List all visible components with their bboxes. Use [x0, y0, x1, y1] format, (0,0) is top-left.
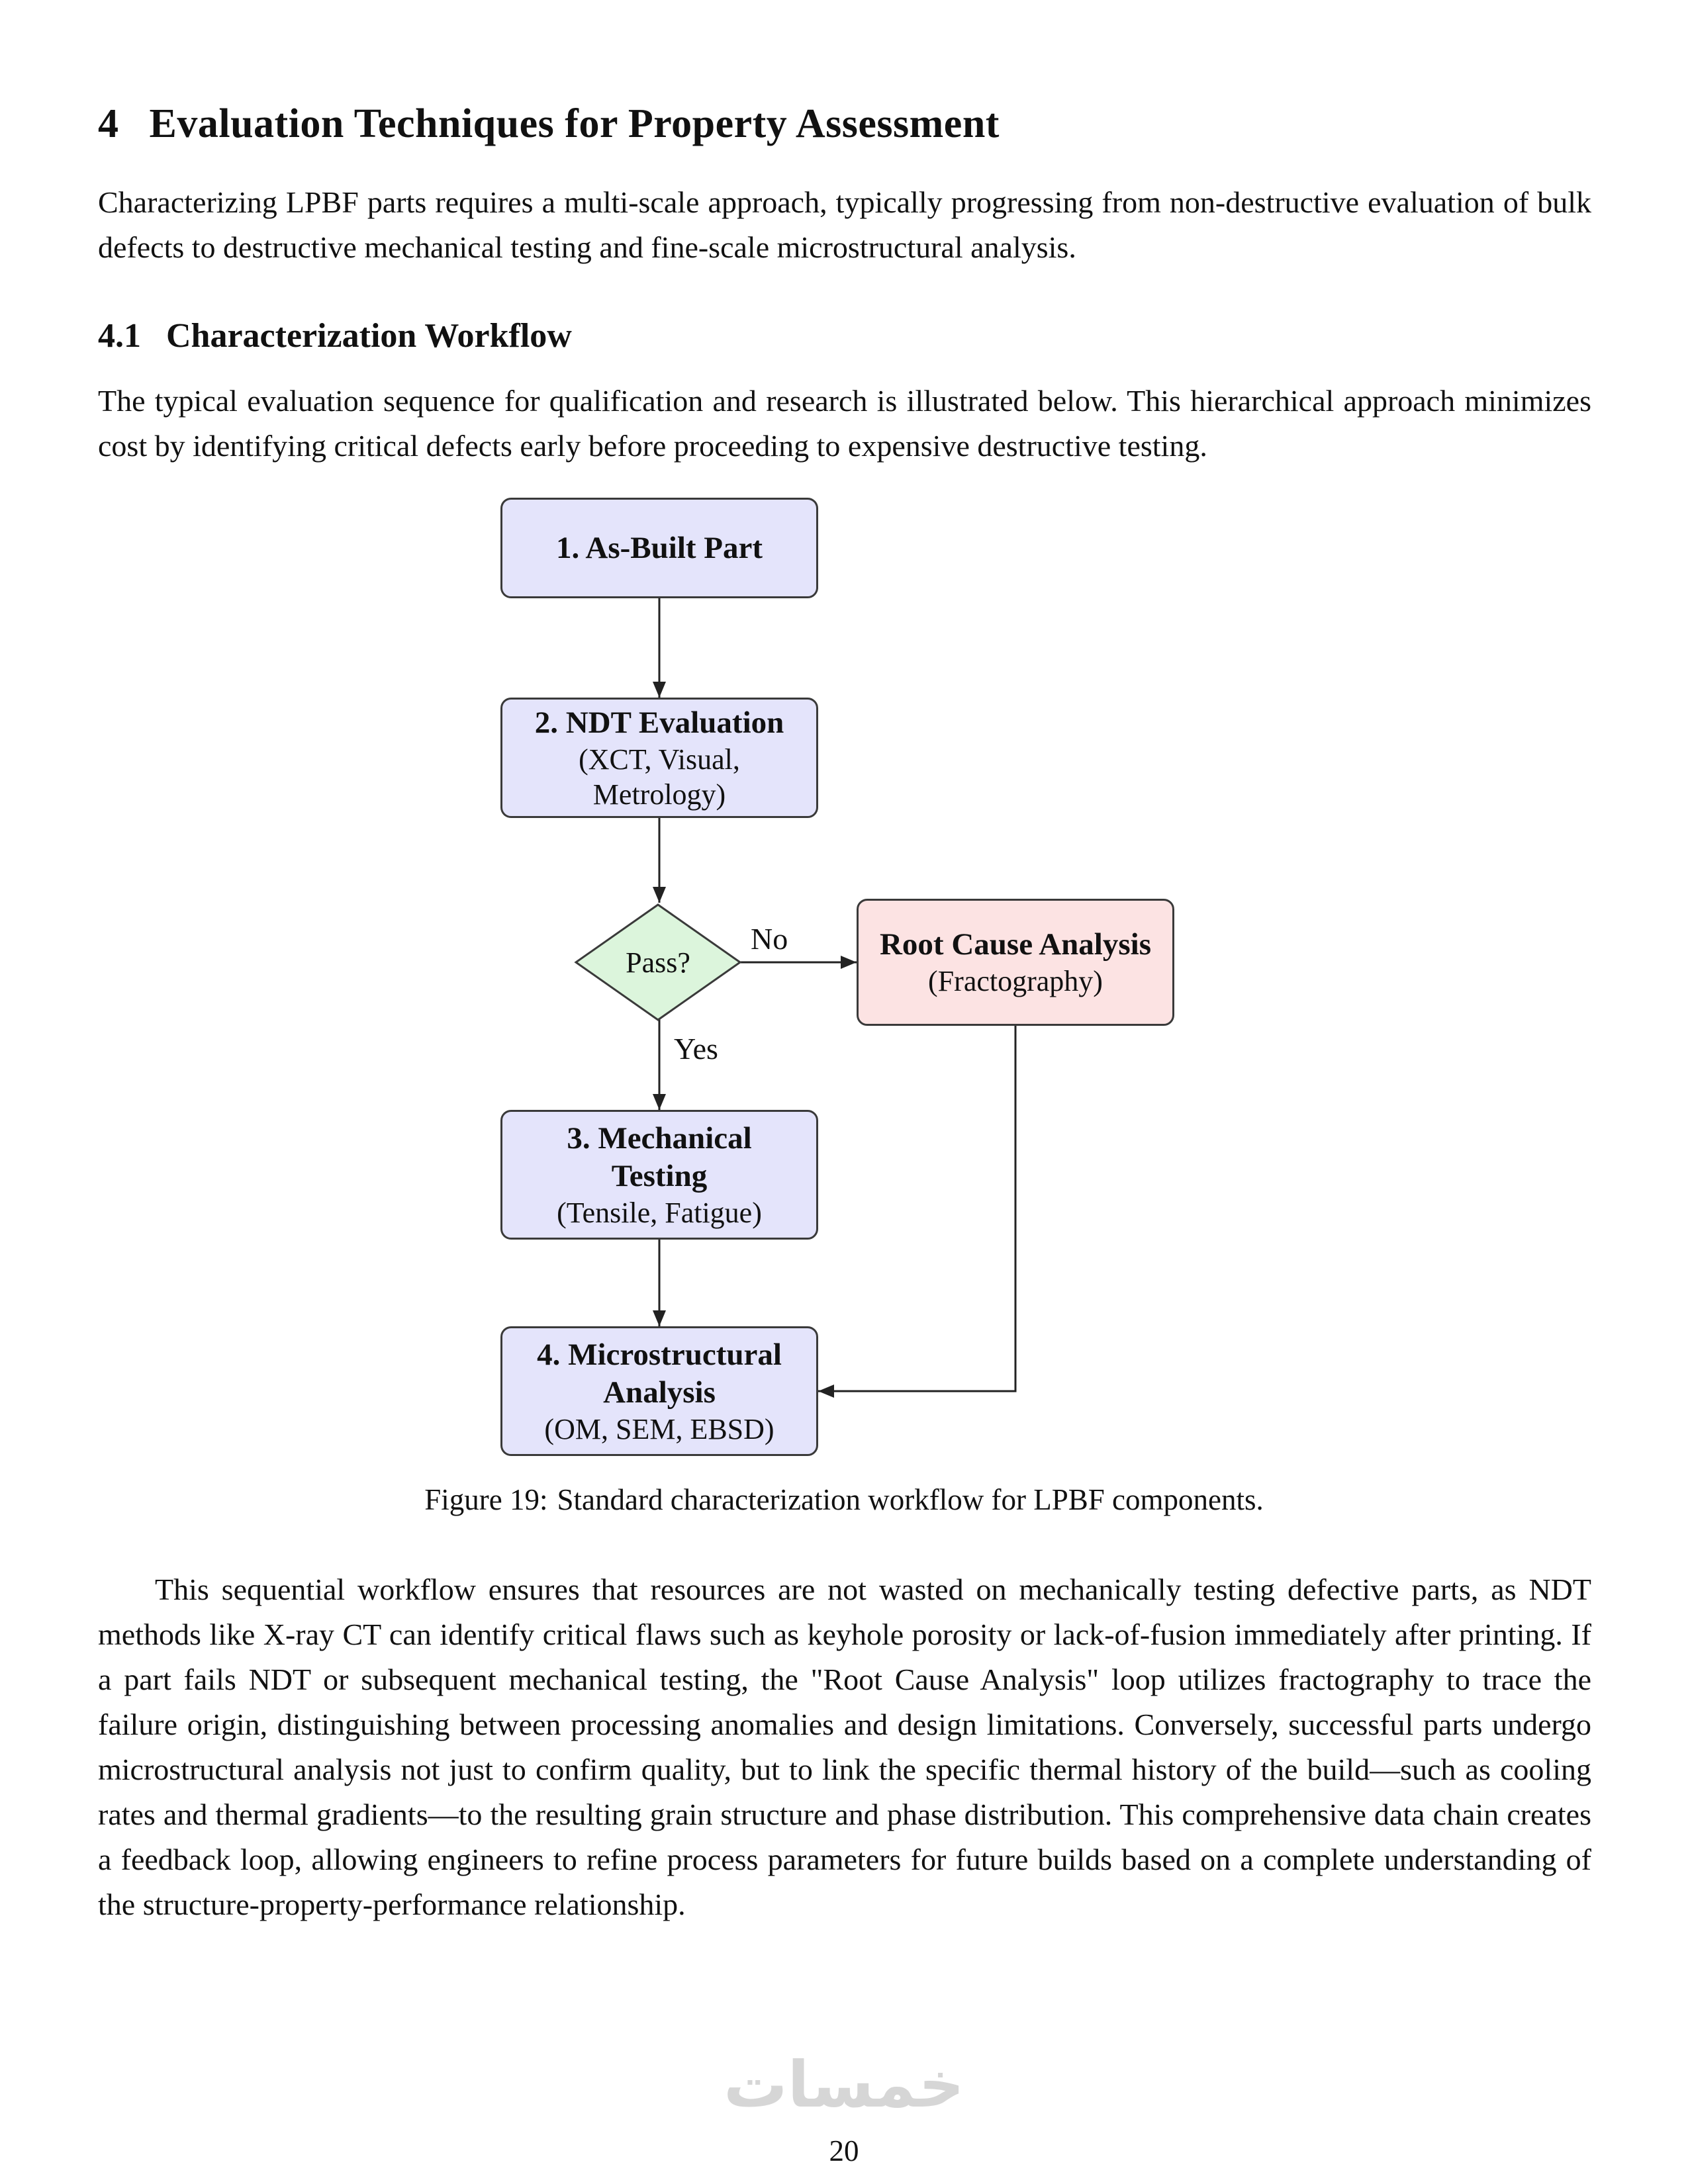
flowchart-node-microstructural-analysis	[500, 1326, 818, 1456]
edge-label-no: No	[747, 921, 792, 956]
node-title: 4. Microstructural Analysis	[537, 1337, 782, 1410]
discussion-paragraph: This sequential workflow ensures that resources are not wasted on mechanically testing defective parts, as NDT methods like X-ray CT can identify critical flaws such as keyhole porosity or lack-of-fusion immediately after printing. If a part fails NDT or subsequent mechanical testing, the "Root Cause Analysis" loop utilizes fractography to trace the failure origin, distinguishing between processing anomalies and design limitations. Conversely, successful parts undergo microstructural analysis not just to confirm quality, but to link the specific thermal history of the build—such as cooling rates and thermal gradients—to the resulting grain structure and phase distribution. This comprehensive data chain creates a feedback loop, allowing engineers to refine process parameters for future builds based on a complete understanding of the structure-property-performance relationship.	[98, 1572, 1591, 1921]
node-title: Root Cause Analysis	[879, 927, 1151, 962]
decision-label: Pass?	[626, 946, 690, 979]
flowchart-node-mechanical-testing	[500, 1110, 818, 1240]
subsection-title: Characterization Workflow	[166, 317, 572, 355]
node-subtitle: (XCT, Visual, Metrology)	[579, 743, 740, 811]
node-title: 3. Mechanical Testing	[567, 1120, 752, 1193]
figure-caption-text: Standard characterization workflow for LPBF components.	[557, 1483, 1264, 1516]
section-title: Evaluation Techniques for Property Assessment	[149, 101, 1000, 146]
watermark-logo: خمسات	[724, 2048, 964, 2122]
workflow-intro-paragraph: The typical evaluation sequence for qualification and research is illustrated below. This hierarchical approach minimizes cost by identifying critical defects early before proceeding to expensive destructive testing.	[98, 384, 1591, 463]
figure-caption	[0, 1482, 1688, 1517]
node-subtitle: (OM, SEM, EBSD)	[544, 1412, 774, 1445]
intro-paragraph: Characterizing LPBF parts requires a multi-scale approach, typically progressing from non-destructive evaluation of bulk defects to destructive mechanical testing and fine-scale microstructural analysis.	[98, 185, 1591, 264]
node-subtitle: (Fractography)	[928, 965, 1103, 997]
subsection-number: 4.1	[98, 317, 141, 355]
page-number: 20	[829, 2134, 859, 2167]
node-title: 1. As-Built Part	[555, 530, 763, 565]
node-title: 2. NDT Evaluation	[534, 705, 784, 740]
flowchart-node-pass-decision	[573, 903, 743, 1022]
flowchart-node-ndt-evaluation	[500, 698, 818, 818]
node-subtitle: (Tensile, Fatigue)	[557, 1196, 762, 1229]
flowchart-node-root-cause-analysis	[857, 899, 1174, 1026]
edge-label-yes: Yes	[670, 1031, 722, 1066]
section-number: 4	[98, 101, 119, 146]
flowchart-node-as-built-part	[500, 498, 818, 598]
figure-caption-label: Figure 19:	[424, 1483, 548, 1516]
